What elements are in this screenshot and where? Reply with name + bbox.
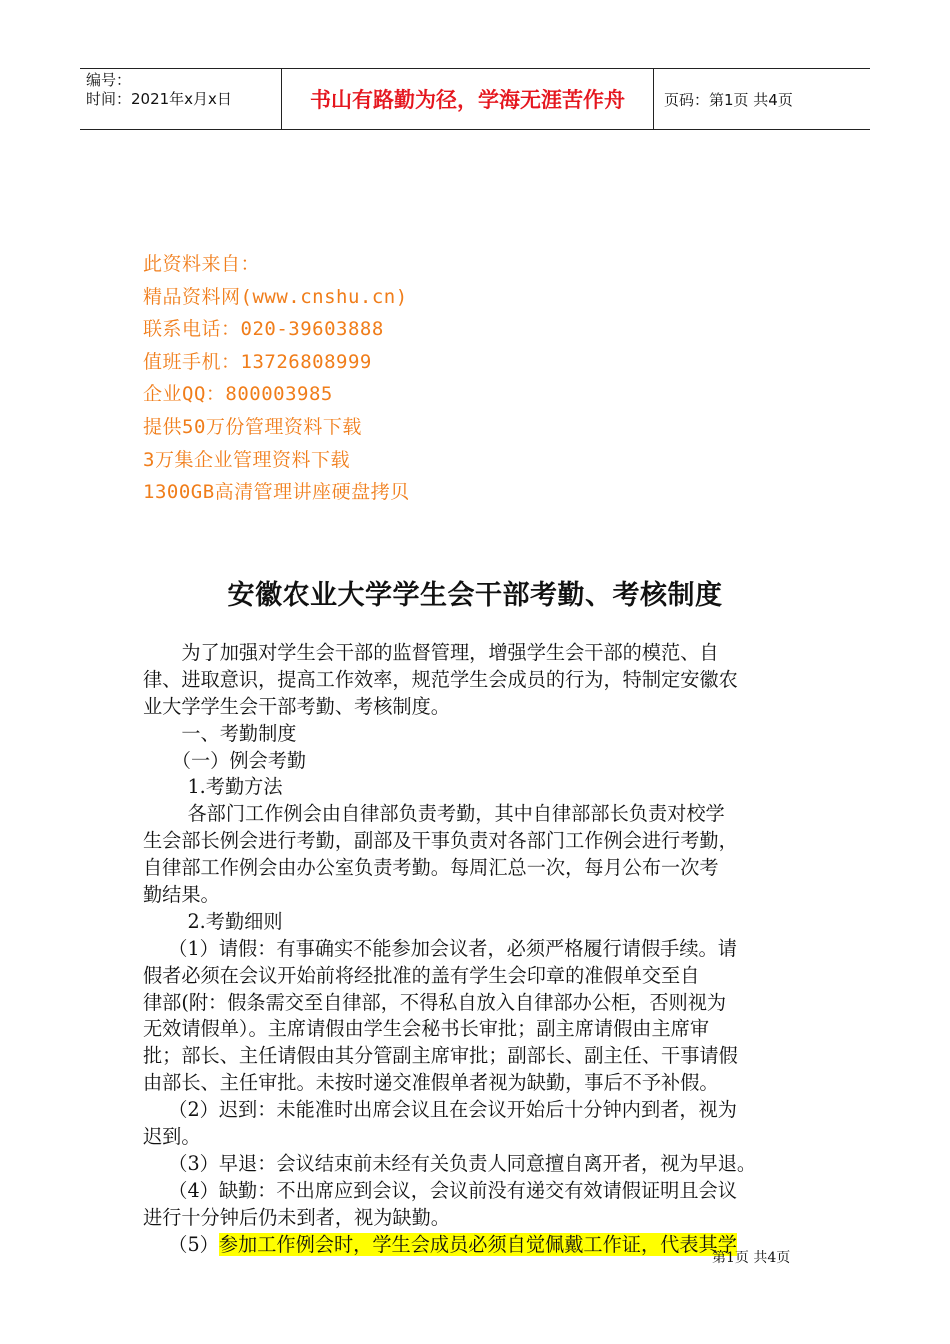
body-line: （4）缺勤：不出席应到会议，会议前没有递交有效请假证明且会议 [143, 1178, 737, 1202]
body-line: 迟到。 [143, 1125, 201, 1149]
last-line-prefix: （5） [143, 1232, 219, 1256]
page-header [80, 68, 870, 130]
body-line: 无效请假单）。主席请假由学生会秘书长审批；副主席请假由主席审 [143, 1017, 710, 1041]
body-line: （2）迟到：未能准时出席会议且在会议开始后十分钟内到者，视为 [143, 1098, 737, 1122]
body-line: 各部门工作例会由自律部负责考勤，其中自律部部长负责对校学 [143, 802, 725, 826]
body-line: 为了加强对学生会干部的监督管理，增强学生会干部的模范、自 [143, 641, 719, 664]
header-number: 编号： [86, 71, 132, 89]
document-body [143, 640, 810, 1258]
source-line: 1300GB高清管理讲座硬盘拷贝 [143, 481, 410, 504]
body-line: 业大学学生会干部考勤、考核制度。 [143, 694, 450, 718]
source-line: 联系电话：020-39603888 [143, 318, 384, 341]
body-line: （3）早退：会议结束前未经有关负责人同意擅自离开者，视为早退。 [143, 1151, 757, 1175]
document-title: 安徽农业大学学生会干部考勤、考核制度 [227, 580, 723, 611]
body-line: 生会部长例会进行考勤，副部及干事负责对各部门工作例会进行考勤， [143, 829, 738, 853]
source-info-block [143, 248, 410, 509]
header-time: 时间：2021年x月x日 [86, 90, 232, 108]
header-page-info: 页码：第1页 共4页 [664, 90, 793, 109]
body-line: 律、进取意识，提高工作效率，规范学生会成员的行为，特制定安徽农 [143, 667, 738, 691]
body-line: 2.考勤细则 [143, 909, 283, 933]
body-line: 进行十分钟后仍未到者，视为缺勤。 [143, 1205, 450, 1229]
header-meta [80, 69, 282, 129]
source-line: 精品资料网(www.cnshu.cn) [143, 285, 408, 308]
body-line: （一）例会考勤 [143, 748, 307, 772]
source-line: 值班手机：13726808999 [143, 350, 372, 373]
source-line: 提供50万份管理资料下载 [143, 415, 362, 438]
source-line: 此资料来自： [143, 253, 261, 275]
body-line: 勤结果。 [143, 883, 220, 907]
page-footer: 第1页 共4页 [712, 1250, 791, 1266]
body-line: 批；部长、主任请假由其分管副主席审批；副部长、副主任、干事请假 [143, 1044, 738, 1068]
header-motto: 书山有路勤为径，学海无涯苦作舟 [282, 69, 654, 129]
body-line: 假者必须在会议开始前将经批准的盖有学生会印章的准假单交至自 [143, 963, 700, 987]
body-line: 由部长、主任审批。未按时递交准假单者视为缺勤，事后不予补假。 [143, 1071, 719, 1095]
body-line: 一、考勤制度 [143, 721, 297, 745]
body-line: 律部(附：假条需交至自律部，不得私自放入自律部办公柜，否则视为 [143, 990, 727, 1014]
body-line: 1.考勤方法 [143, 775, 283, 799]
body-line: 自律部工作例会由办公室负责考勤。每周汇总一次，每月公布一次考 [143, 856, 719, 880]
body-line-last [143, 1232, 810, 1259]
source-line: 3万集企业管理资料下载 [143, 448, 350, 471]
body-line: （1）请假：有事确实不能参加会议者，必须严格履行请假手续。请 [143, 936, 737, 960]
highlighted-text: 参加工作例会时，学生会成员必须自觉佩戴工作证，代表其学 [218, 1232, 737, 1256]
source-line: 企业QQ：800003985 [143, 383, 333, 406]
